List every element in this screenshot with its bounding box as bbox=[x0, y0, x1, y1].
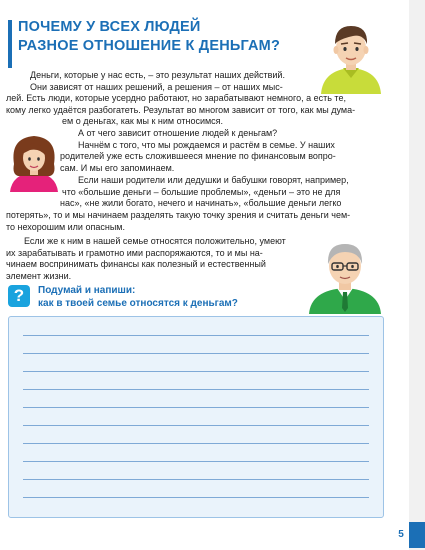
question-icon: ? bbox=[8, 285, 30, 307]
paragraph-2 bbox=[60, 128, 400, 174]
page-title-line-2: РАЗНОЕ ОТНОШЕНИЕ К ДЕНЬГАМ? bbox=[18, 38, 281, 54]
writing-line[interactable] bbox=[23, 461, 369, 462]
writing-line[interactable] bbox=[23, 371, 369, 372]
text-line: лей. Есть люди, которые усердно работают, но зарабатывают немного, а есть те, bbox=[6, 93, 346, 103]
text-line: Если наши родители или дедушки и бабушки говорят, например, bbox=[78, 175, 349, 185]
writing-line[interactable] bbox=[23, 389, 369, 390]
paragraph-1 bbox=[12, 70, 332, 93]
text-line: то нехорошим или опасным. bbox=[6, 221, 125, 232]
writing-line[interactable] bbox=[23, 497, 369, 498]
text-line: что «большие деньги – большие проблемы», «деньги – это не для bbox=[62, 186, 341, 197]
text-line: их зарабатывать и грамотно ими распоряжаются, то и мы на- bbox=[6, 247, 263, 258]
older-man-avatar bbox=[305, 234, 385, 314]
writing-line[interactable] bbox=[23, 335, 369, 336]
paragraph-3-wide bbox=[6, 210, 401, 233]
task-prompt-line-2: как в твоей семье относятся к деньгам? bbox=[38, 298, 238, 309]
page-title-line-1: ПОЧЕМУ У ВСЕХ ЛЮДЕЙ bbox=[18, 19, 201, 35]
text-line: нас», «не жили богато, нечего и начинать», «большие деньги легко bbox=[60, 198, 342, 209]
writing-line[interactable] bbox=[23, 443, 369, 444]
text-line: потерять», то и мы начинаем разделять такую точку зрения и считать деньги чем- bbox=[6, 210, 351, 220]
paragraph-3 bbox=[60, 175, 400, 210]
young-woman-avatar bbox=[6, 128, 62, 192]
text-line: А от чего зависит отношение людей к деньгам? bbox=[78, 128, 278, 138]
text-line: Они зависят от наших решений, а решения – от наших мыс- bbox=[30, 81, 283, 92]
task-prompt-line-1: Подумай и напиши: bbox=[38, 285, 136, 296]
paragraph-1-wide bbox=[6, 93, 396, 128]
writing-line[interactable] bbox=[23, 353, 369, 354]
page-title bbox=[18, 18, 318, 56]
text-line: Если же к ним в нашей семье относятся положительно, умеют bbox=[24, 236, 286, 246]
writing-line[interactable] bbox=[23, 407, 369, 408]
writing-line[interactable] bbox=[23, 479, 369, 480]
text-line: Деньги, которые у нас есть, – это результат наших действий. bbox=[30, 70, 285, 80]
page-number-tab bbox=[409, 522, 425, 548]
text-line: элемент жизни. bbox=[6, 270, 72, 281]
text-line: кому легко удаётся разбогатеть. Результат во многом зависит от того, как мы дума- bbox=[6, 104, 356, 115]
answer-area[interactable] bbox=[8, 316, 384, 518]
text-line: ем о деньгах, как мы к ним относимся. bbox=[62, 116, 224, 127]
task-prompt bbox=[38, 284, 238, 310]
page-number: 5 bbox=[398, 529, 404, 540]
text-line: Начнём с того, что мы рождаемся и растём в семье. У наших bbox=[78, 139, 335, 150]
text-line: чинаем воспринимать финансы как полезный и естественный bbox=[6, 259, 266, 270]
page-margin bbox=[409, 0, 425, 550]
text-line: сам. И мы его запоминаем. bbox=[60, 162, 175, 173]
text-line: родителей уже есть сложившееся мнение по финансовым вопро- bbox=[60, 151, 336, 162]
title-accent-bar bbox=[8, 20, 12, 68]
writing-line[interactable] bbox=[23, 425, 369, 426]
paragraph-4 bbox=[6, 236, 306, 282]
